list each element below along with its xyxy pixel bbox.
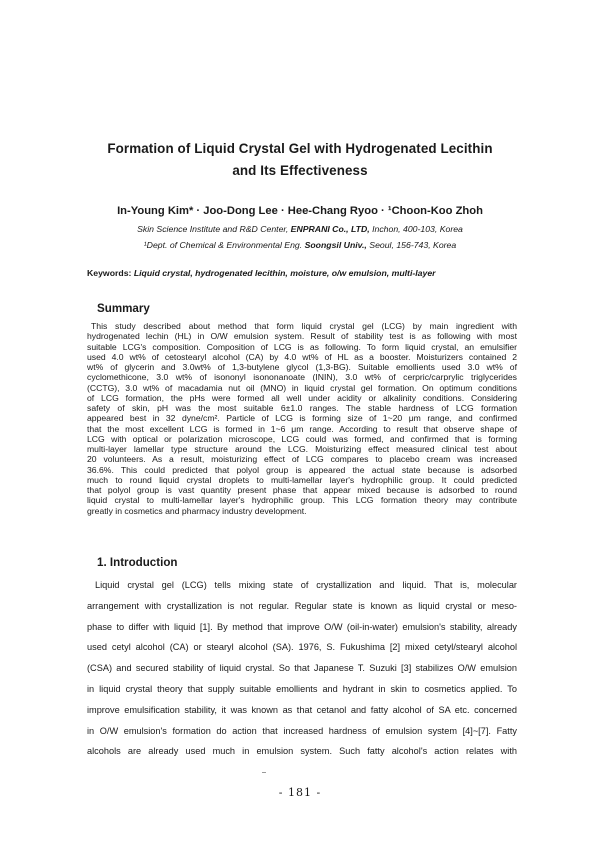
introduction-heading: 1. Introduction xyxy=(97,556,178,569)
text-line: This study described about method that form liquid crystal gel (LCG) by main ingredient with xyxy=(91,321,517,331)
text-line: in liquid crystal theory that supply suitable emollients and hydrant in skin to cosmetics applied. To xyxy=(87,683,517,694)
text-line: used 4.0 wt% of cetostearyl alcohol (CA) by 4.0 wt% of HL as a booster. Moisturizers contained 2 xyxy=(87,351,517,362)
page-number: - 181 - xyxy=(278,786,322,799)
title-line-1: Formation of Liquid Crystal Gel with Hydrogenated Lecithin xyxy=(107,141,493,156)
text-line: wt% of glycerin and 3.0wt% of 1,3-butylene glycol (1,3-BG). Suitable emollients used 3.0 wt% of xyxy=(87,362,517,372)
text-line: 36.6%. This could predicted that polyol group is appeared the actual state because is adsorbed xyxy=(87,464,517,475)
text-line: suitable LCG's composition. Composition of LCG is as following. To form liquid crystal, an emulsifier xyxy=(87,341,517,352)
text-line: arrangement with crystallization is not regular. Regular state is known as liquid crystal or meso- xyxy=(87,600,517,611)
affiliation-2-location: Seoul, 156-743, Korea xyxy=(366,240,457,250)
affiliation-1 xyxy=(40,224,560,234)
text-line: 20 volunteers. As a result, moisturizing effect of LCG compares to placebo cream was increased xyxy=(87,454,517,465)
affiliation-2-university: Soongsil Univ., xyxy=(304,240,367,250)
affiliation-2 xyxy=(40,240,560,250)
affiliation-1-prefix: Skin Science Institute and R&D Center, xyxy=(137,224,291,234)
text-line: that the most excellent LCG is formed in 1~6 μm range. According to result that observe shape of xyxy=(87,423,517,434)
text-line: of LCG formation, the pHs were formed all well under acidity or alkalinity conditions. Considering xyxy=(87,392,517,403)
text-line: safety of skin, pH was the most suitable 6±1.0 ranges. The stable hardness of LCG formation xyxy=(87,403,517,413)
author-list: In-Young Kim* · Joo-Dong Lee · Hee-Chang Ryoo · ¹Choon-Koo Zhoh xyxy=(117,205,483,217)
text-line: (CSA) and secured stability of liquid crystal. So that Japanese T. Suzuki [3] stabilizes O/W emulsion xyxy=(87,663,517,674)
keywords-label: Keywords: xyxy=(87,268,132,278)
text-line: much to round liquid crystal droplets to multi-lamellar layer's hydrophilic group. It could predicted xyxy=(87,474,517,485)
text-line: alcohols are already used much in emulsion system. Such fatty alcohol's action relates with xyxy=(87,746,517,757)
affiliation-1-location: Inchon, 400-103, Korea xyxy=(369,224,463,234)
text-line: in O/W emulsion's formation do action that increased hardness of emulsion system [4]~[7]. Fatty xyxy=(87,725,517,736)
text-line: appeared best in 32 dyne/cm². Particle of LCG is forming size of 1~20 μm range, and confirmed xyxy=(87,413,517,424)
text-line: used cetyl alcohol (CA) or stearyl alcohol (SA). 1976, S. Fukushima [2] mixed cetyl/stearyl alcohol xyxy=(87,642,517,653)
text-line: (CCTG), 3.0 wt% of macadamia nut oil (MNO) in liquid crystal gel formation. On optimum conditions xyxy=(87,382,517,393)
keywords xyxy=(87,268,557,278)
text-line: Liquid crystal gel (LCG) tells mixing state of crystallization and liquid. That is, molecular xyxy=(95,580,517,590)
keywords-text: Liquid crystal, hydrogenated lecithin, moisture, o/w emulsion, multi-layer xyxy=(131,268,436,278)
summary-heading: Summary xyxy=(97,302,150,315)
affiliation-2-prefix: ¹Dept. of Chemical & Environmental Eng. xyxy=(143,240,305,250)
text-line: greatly in cosmetics and pharmacy industry development. xyxy=(87,505,307,516)
text-line: improve emulsification stability, it was known as that cetanol and fatty alcohol of SA etc. concerned xyxy=(87,704,517,715)
text-line: LCG with optical or polarization microscope, LCG could was formed, and confirmed that is forming xyxy=(87,433,517,444)
text-line: multi-layer lamellar type structure around the LCG. Moisturizing effect measured clinical test about xyxy=(87,444,517,454)
text-line: cyclomethicone, 3.0 wt% of isononyl isononanoate (ININ), 3.0 wt% of cerpric/carprylic triglycerides xyxy=(87,372,517,383)
text-line: hydrogenated lechin (HL) in O/W emulsion system. Result of stability test is as following with most xyxy=(87,331,517,342)
summary-body xyxy=(87,321,517,516)
text-line: phase to differ with liquid [1]. By method that improve O/W (oil-in-water) emulsion's stability, already xyxy=(87,621,517,632)
introduction-body xyxy=(87,575,517,762)
affiliation-1-company: ENPRANI Co., LTD, xyxy=(290,224,370,234)
text-line: liquid crystal to multi-lamellar layer's hydrophilic group. This LCG formation theory may contribute xyxy=(87,495,517,506)
text-line: that polyol group is vast quantity present phase that appear mixed because is adsorbed to round xyxy=(87,485,517,495)
title-line-2: and Its Effectiveness xyxy=(232,163,368,178)
scan-mark xyxy=(262,772,266,773)
